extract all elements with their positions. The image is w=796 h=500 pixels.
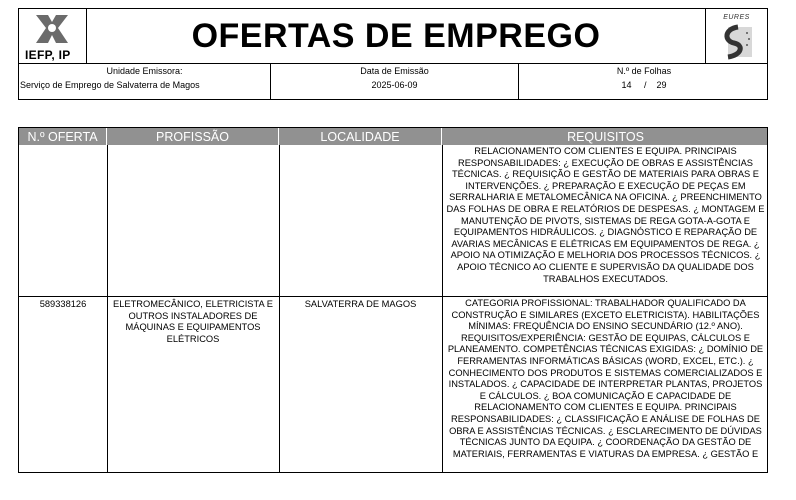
issuing-unit-value: Serviço de Emprego de Salvaterra de Magos: [20, 80, 200, 90]
issue-date: [271, 64, 519, 99]
header-offer-number: N.º OFERTA: [19, 128, 107, 145]
document-meta: [18, 64, 768, 100]
sheet-count-label: N.º de Folhas: [616, 66, 672, 76]
eures-logo-icon: [718, 23, 754, 61]
header-location: LOCALIDADE: [279, 128, 442, 145]
column-divider: [442, 145, 443, 472]
issue-date-value: 2025-06-09: [371, 80, 418, 90]
sheet-current: 14: [621, 80, 632, 90]
sheet-count: [519, 64, 769, 99]
offer-requirements: RELACIONAMENTO COM CLIENTES E EQUIPA. PRINCIPAIS RESPONSABILIDADES: ¿ EXECUÇÃO DE OBRAS E ASSISTÊNCIAS TÉCNICAS. ¿ REQUISIÇÃO E GESTÃO DE MATERIAIS PARA OBRAS E INTERVENÇÕES. ¿ PREPARAÇÃO E EXECUÇÃO DE PEÇAS EM SERRALHARIA E METALOMECÂNICA NA OFICINA. ¿ PREENCHIMENTO DAS FOLHAS DE OBRA E RELATÓRIOS DE DESPESAS. ¿ MONTAGEM E MANUTENÇÃO DE PIVOTS, SISTEMAS DE REGA GOTA-A-GOTA E EQUIPAMENTOS HIDRÁULICOS. ¿ DIAGNÓSTICO E REPARAÇÃO DE AVARIAS MECÂNICAS E ELÉTRICAS EM EQUIPAMENTOS DE REGA. ¿ APOIO NA OTIMIZAÇÃO E MELHORIA DOS PROCESSOS TÉCNICOS. ¿ APOIO TÉCNICO AO CLIENTE E SUPERVISÃO DA QUALIDADE DOS TRABALHOS EXECUTADOS.: [446, 146, 765, 284]
issuing-unit: [19, 64, 271, 99]
eures-label: EURES: [723, 14, 750, 21]
iefp-logo-icon: [34, 13, 70, 45]
offer-profession: ELETROMECÂNICO, ELETRICISTA E OUTROS INSTALADORES DE MÁQUINAS E EQUIPAMENTOS ELÉTRICOS: [113, 299, 273, 344]
row-divider: [19, 296, 767, 297]
page-title: OFERTAS DE EMPREGO: [191, 16, 601, 55]
sheet-total: 29: [656, 80, 667, 90]
logo-text: IEFP, IP: [25, 48, 71, 62]
header-requirements: REQUISITOS: [567, 129, 644, 144]
header-profession: PROFISSÃO: [107, 128, 279, 145]
iefp-logo: [19, 9, 87, 63]
offer-location: SALVATERRA DE MAGOS: [304, 299, 417, 309]
document-header: [18, 8, 768, 64]
offer-requirements: CATEGORIA PROFISSIONAL: TRABALHADOR QUALIFICADO DA CONSTRUÇÃO E SIMILARES (EXCETO ELETRICISTA). HABILITAÇÕES MÍNIMAS: FREQUÊNCIA DO ENSINO SECUNDÁRIO (12.º ANO). REQUISITOS/EXPERIÊNCIA: GESTÃO DE EQUIPAS, CÁLCULOS E PLANEAMENTO. COMPETÊNCIAS TÉCNICAS EXIGIDAS: ¿ DOMÍNIO DE FERRAMENTAS INFORMÁTICAS BÁSICAS (WORD, EXCEL, ETC.). ¿ CONHECIMENTO DOS PRODUTOS E SISTEMAS COMERCIALIZADOS E INSTALADOS. ¿ CAPACIDADE DE INTERPRETAR PLANTAS, PROJETOS E CÁLCULOS. ¿ BOA COMUNICAÇÃO E CAPACIDADE DE RELACIONAMENTO COM CLIENTES E EQUIPA. PRINCIPAIS RESPONSABILIDADES: ¿ CLASSIFICAÇÃO E ANÁLISE DE FOLHAS DE OBRA E ASSISTÊNCIAS TÉCNICAS. ¿ ESCLARECIMENTO DE DÚVIDAS TÉCNICAS JUNTO DA EQUIPA. ¿ COORDENAÇÃO DA GESTÃO DE MATERIAIS, FERRAMENTAS E VIATURAS DA EMPRESA. ¿ GESTÃO E: [447, 298, 764, 459]
eures-logo: [705, 9, 767, 63]
issue-date-label: Data de Emissão: [360, 66, 429, 76]
issuing-unit-label: Unidade Emissora:: [106, 66, 183, 76]
sheet-separator: /: [643, 80, 647, 90]
sheet-count-value: [519, 80, 769, 90]
job-offers-table: [18, 127, 768, 473]
offer-number: 589338126: [39, 299, 87, 309]
table-header: [19, 128, 767, 145]
